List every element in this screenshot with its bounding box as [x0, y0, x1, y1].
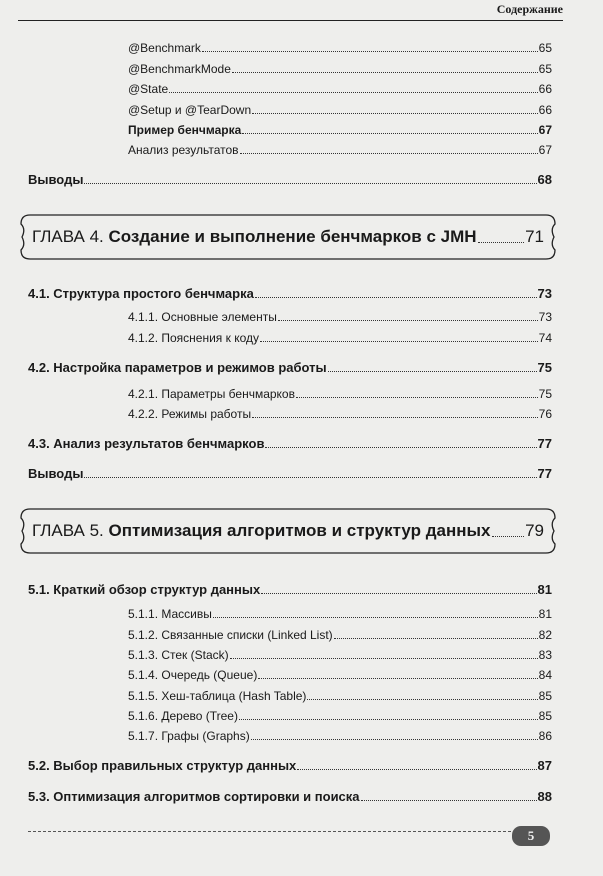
leader-dots [361, 799, 537, 801]
toc-entry-page: 66 [538, 103, 552, 117]
leader-dots [84, 182, 536, 184]
toc-entry[interactable] [128, 387, 552, 401]
chapter-5-heading[interactable] [20, 508, 556, 554]
leader-dots [328, 370, 537, 372]
toc-entry[interactable] [128, 41, 552, 55]
running-header [18, 0, 563, 21]
toc-entry-page: 76 [538, 407, 552, 421]
toc-entry-label: 4.2. Настройка параметров и режимов работы [28, 360, 327, 375]
toc-entry-label: 4.3. Анализ результатов бенчмарков [28, 436, 265, 451]
leader-dots [251, 738, 538, 740]
toc-entry-label: @BenchmarkMode [128, 62, 231, 76]
toc-entry-label: 5.1.6. Дерево (Tree) [128, 709, 238, 723]
toc-entry-page: 86 [538, 729, 552, 743]
toc-entry[interactable] [128, 82, 552, 96]
leader-dots [240, 152, 538, 154]
toc-entry-page: 73 [537, 286, 552, 301]
leader-dots [84, 476, 536, 478]
toc-entry-label: 5.3. Оптимизация алгоритмов сортировки и поиска [28, 789, 360, 804]
leader-dots [307, 698, 537, 700]
toc-entry[interactable] [128, 123, 552, 137]
toc-section-entry[interactable] [28, 467, 552, 481]
toc-entry[interactable] [128, 103, 552, 117]
leader-dots [297, 768, 536, 770]
toc-entry-label: Выводы [28, 172, 84, 187]
toc-entry[interactable] [128, 607, 552, 621]
leader-dots [232, 71, 538, 73]
toc-entry[interactable] [128, 331, 552, 345]
page-number-badge: 5 [512, 826, 550, 846]
toc-entry-label: 5.1.2. Связанные списки (Linked List) [128, 628, 333, 642]
leader-dots [169, 91, 537, 93]
toc-entry-page: 73 [538, 310, 552, 324]
toc-entry-label: @Benchmark [128, 41, 201, 55]
toc-entry-page: 75 [537, 360, 552, 375]
leader-dots [252, 112, 538, 114]
chapter-4-heading[interactable] [20, 214, 556, 260]
leader-dots [239, 718, 538, 720]
toc-entry-page: 67 [538, 143, 552, 157]
toc-entry[interactable] [128, 648, 552, 662]
toc-entry-page: 83 [538, 648, 552, 662]
toc-entry[interactable] [128, 689, 552, 703]
toc-entry[interactable] [128, 62, 552, 76]
toc-entry-page: 75 [538, 387, 552, 401]
leader-dots [230, 657, 538, 659]
toc-section-entry[interactable] [28, 759, 552, 773]
leader-dots [296, 396, 538, 398]
toc-section-entry[interactable] [28, 437, 552, 451]
toc-section-entry[interactable] [28, 583, 552, 597]
leader-dots [334, 637, 538, 639]
toc-entry-page: 77 [537, 466, 552, 481]
chapter-prefix: ГЛАВА 4. [32, 227, 104, 246]
chapter-prefix: ГЛАВА 5. [32, 521, 104, 540]
toc-entry-label: 4.2.2. Режимы работы [128, 407, 252, 421]
toc-entry-page: 66 [538, 82, 552, 96]
toc-entry[interactable] [128, 668, 552, 682]
toc-entry-label: 5.1.3. Стек (Stack) [128, 648, 229, 662]
leader-dots [213, 616, 538, 618]
toc-entry-label: 5.1. Краткий обзор структур данных [28, 582, 261, 597]
toc-entry-label: 5.1.1. Массивы [128, 607, 212, 621]
toc-entry[interactable] [128, 143, 552, 157]
toc-entry-label: Пример бенчмарка [128, 123, 242, 137]
toc-entry-page: 65 [538, 62, 552, 76]
toc-entry-page: 85 [538, 709, 552, 723]
header-title: Содержание [496, 2, 563, 16]
leader-dots [265, 446, 536, 448]
toc-entry[interactable] [128, 709, 552, 723]
toc-entry-label: 5.1.4. Очередь (Queue) [128, 668, 258, 682]
toc-entry-label: Выводы [28, 466, 84, 481]
leader-dots [492, 536, 525, 537]
leader-dots [478, 242, 525, 243]
toc-entry-label: 4.1.2. Пояснения к коду [128, 331, 259, 345]
toc-entry-label: 5.2. Выбор правильных структур данных [28, 758, 297, 773]
toc-entry-label: 4.1. Структура простого бенчмарка [28, 286, 254, 301]
leader-dots [202, 50, 538, 52]
toc-entry-page: 88 [537, 789, 552, 804]
toc-entry[interactable] [128, 628, 552, 642]
leader-dots [261, 592, 536, 594]
leader-dots [252, 416, 538, 418]
toc-entry[interactable] [128, 310, 552, 324]
toc-entry[interactable] [128, 407, 552, 421]
toc-entry-page: 84 [538, 668, 552, 682]
toc-entry-label: @State [128, 82, 169, 96]
toc-entry-label: 5.1.7. Графы (Graphs) [128, 729, 250, 743]
toc-section-entry[interactable] [28, 173, 552, 187]
chapter-title: Оптимизация алгоритмов и структур данных [108, 521, 491, 540]
toc-entry-label: 4.2.1. Параметры бенчмарков [128, 387, 295, 401]
leader-dots [255, 296, 537, 298]
toc-entry-page: 81 [537, 582, 552, 597]
toc-entry-page: 74 [538, 331, 552, 345]
leader-dots [258, 677, 537, 679]
toc-entry-page: 67 [538, 123, 552, 137]
toc-entry-page: 82 [538, 628, 552, 642]
chapter-page: 79 [525, 521, 544, 540]
toc-section-entry[interactable] [28, 790, 552, 804]
toc-entry-label: 4.1.1. Основные элементы [128, 310, 277, 324]
toc-entry-page: 85 [538, 689, 552, 703]
footer-rule [28, 831, 516, 832]
toc-entry-label: @Setup и @TearDown [128, 103, 252, 117]
toc-entry[interactable] [128, 729, 552, 743]
toc-section-entry[interactable] [28, 361, 552, 375]
toc-entry-page: 65 [538, 41, 552, 55]
toc-entry-page: 77 [537, 436, 552, 451]
toc-section-entry[interactable] [28, 287, 552, 301]
toc-entry-label: Анализ результатов [128, 143, 239, 157]
toc-entry-page: 81 [538, 607, 552, 621]
leader-dots [242, 132, 537, 134]
toc-entry-label: 5.1.5. Хеш-таблица (Hash Table) [128, 689, 307, 703]
chapter-page: 71 [525, 227, 544, 246]
chapter-title: Создание и выполнение бенчмарков с JMH [108, 227, 477, 246]
toc-entry-page: 68 [537, 172, 552, 187]
leader-dots [278, 319, 538, 321]
leader-dots [260, 340, 538, 342]
toc-entry-page: 87 [537, 758, 552, 773]
